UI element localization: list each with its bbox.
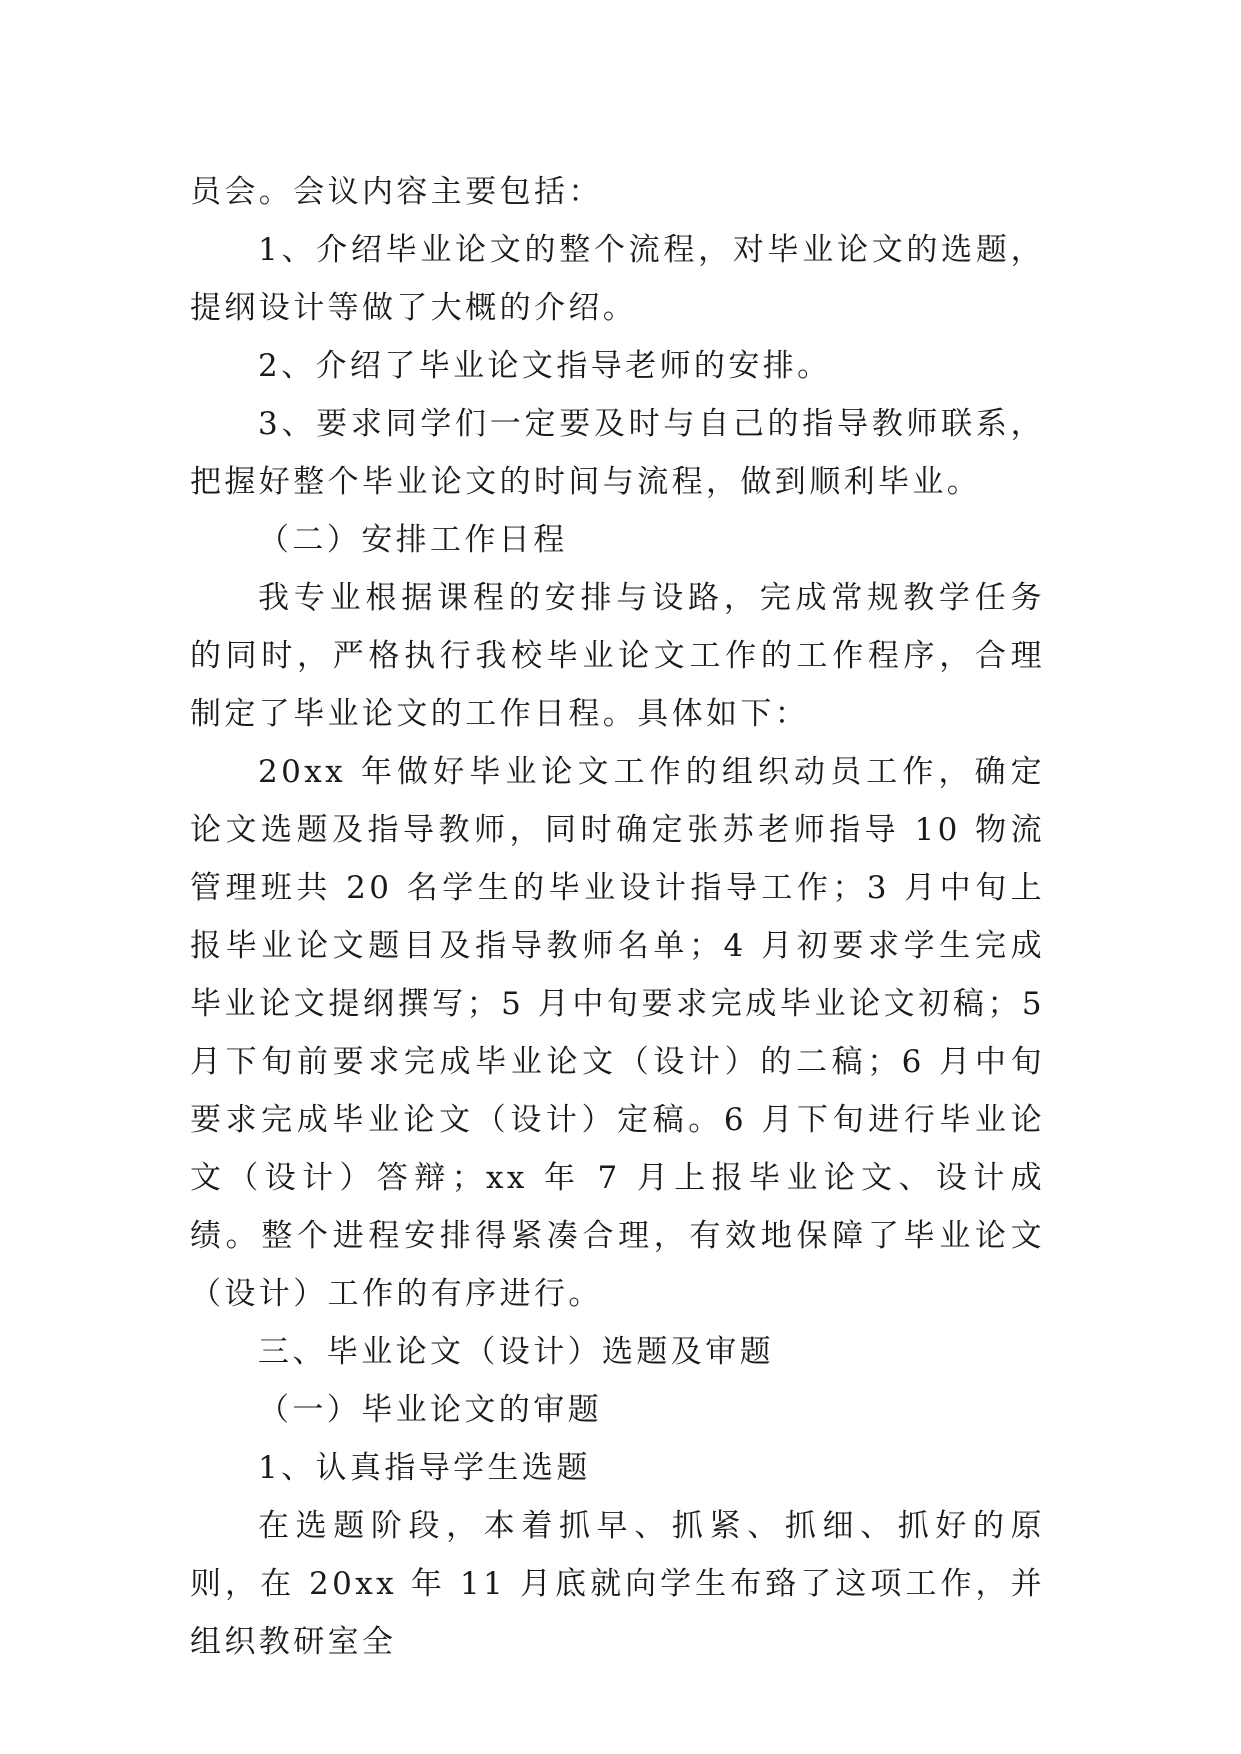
section-heading-review: （一）毕业论文的审题 <box>258 1392 602 1428</box>
paragraph-meeting-intro: 员会。会议内容主要包括： <box>190 174 603 210</box>
paragraph-item-3: 3、要求同学们一定要及时与自己的指导教师联系，把握好整个毕业论文的时间与流程，做到顺利毕业。 <box>190 406 1045 500</box>
paragraph-item-1: 1、介绍毕业论文的整个流程，对毕业论文的选题，提纲设计等做了大概的介绍。 <box>190 232 1045 326</box>
section-heading-topic-selection: 三、毕业论文（设计）选题及审题 <box>258 1334 774 1370</box>
paragraph-schedule-intro: 我专业根据课程的安排与设路，完成常规教学任务的同时，严格执行我校毕业论文工作的工作程序，合理制定了毕业论文的工作日程。具体如下： <box>190 580 1045 732</box>
paragraph-selection-stage: 在选题阶段，本着抓早、抓紧、抓细、抓好的原则，在 20xx 年 11 月底就向学生布臵了这项工作，并组织教研室全 <box>190 1508 1045 1660</box>
document-body <box>190 163 1045 1671</box>
section-heading-schedule: （二）安排工作日程 <box>258 522 568 558</box>
paragraph-schedule-details: 20xx 年做好毕业论文工作的组织动员工作，确定论文选题及指导教师，同时确定张苏老师指导 10 物流管理班共 20 名学生的毕业设计指导工作；3 月中旬上报毕业论文题目及指导教师名单；4 月初要求学生完成毕业论文提纲撰写；5 月中旬要求完成毕业论文初稿；5 月下旬前要求完成毕业论文（设计）的二稿；6 月中旬要求完成毕业论文（设计）定稿。6 月下旬进行毕业论文（设计）答辩；xx 年 7 月上报毕业论文、设计成绩。整个进程安排得紧凑合理，有效地保障了毕业论文（设计）工作的有序进行。 <box>190 754 1045 1312</box>
paragraph-item-2: 2、介绍了毕业论文指导老师的安排。 <box>258 348 832 384</box>
paragraph-guide-selection: 1、认真指导学生选题 <box>258 1450 591 1486</box>
